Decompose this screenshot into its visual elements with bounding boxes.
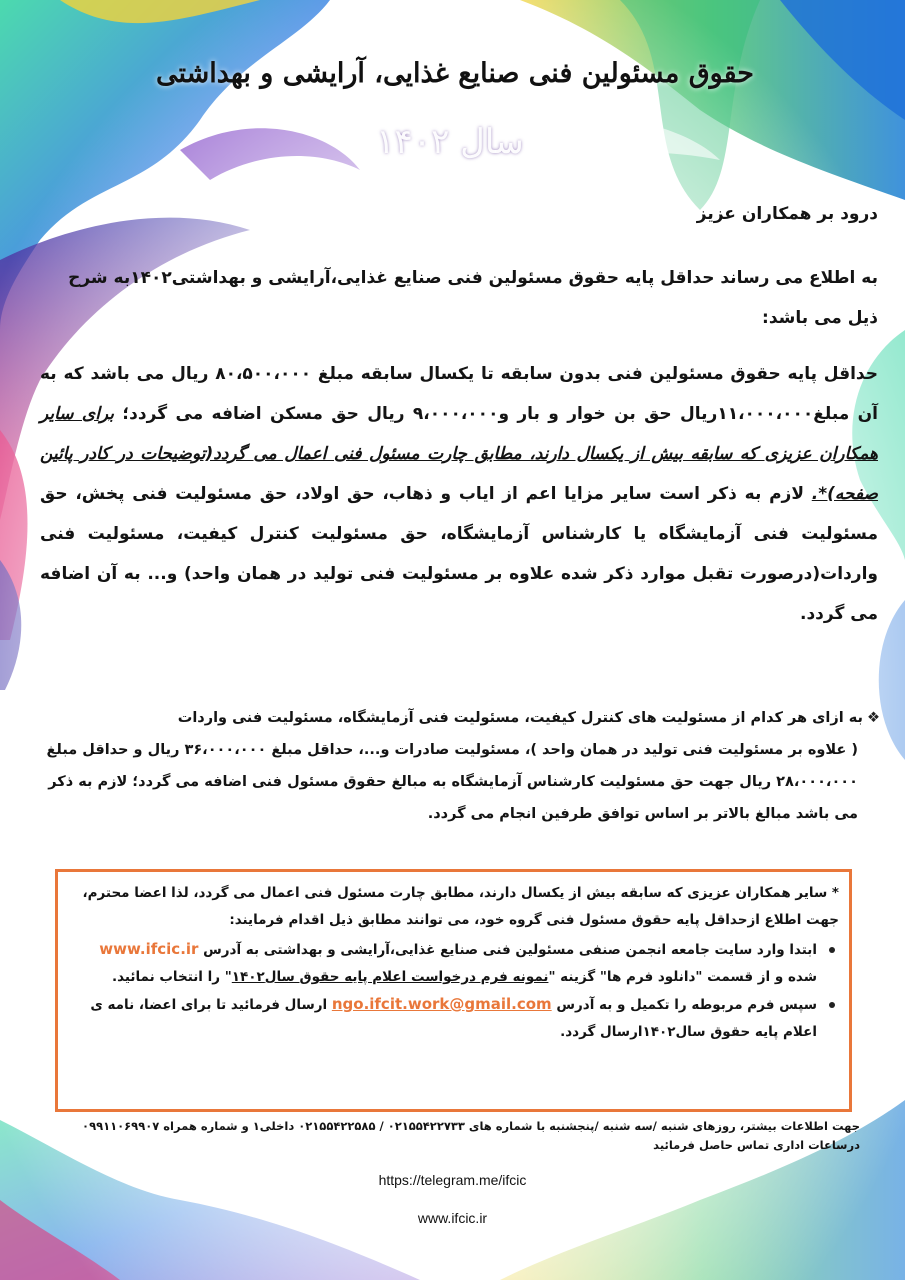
step1-text-b: شده و از قسمت "دانلود فرم ها" گزینه "	[548, 969, 817, 985]
year-label: سال ۱۴۰۲	[376, 122, 524, 162]
notice-intro: * سایر همکاران عزیزی که سابقه بیش از یکسال دارند، مطابق چارت مسئول فنی اعمال می گردد، لذا اعضا محترم، جهت اطلاع ازحداقل پایه حقوق مسئول فنی گروه خود، می توانند مطابق ذیل اقدام فرمایند:	[82, 885, 839, 928]
main-paragraph-emphasis: برای سایر همکاران عزیزی که سابقه بیش از یکسال دارند، مطابق چارت مسئول فنی اعمال می گردد(توضیحات در کادر پائین صفحه)*.	[40, 404, 878, 504]
notice-box	[55, 869, 852, 1112]
main-paragraph	[40, 354, 878, 634]
page-title: حقوق مسئولین فنی صنایع غذایی، آرایشی و بهداشتی	[156, 58, 754, 89]
email-link[interactable]: ngo.ifcit.work@gmail.com	[331, 995, 552, 1013]
bullet-rest: ( علاوه بر مسئولیت فنی تولید در همان واحد )، مسئولیت صادرات و...، حداقل مبلغ ۳۶،۰۰۰،۰۰۰ ریال و حداقل مبلغ ۲۸،۰۰۰،۰۰۰ ریال جهت حق مسئولیت کارشناس آزمایشگاه به مبالغ حقوق مسئول فنی اضافه می گردد؛ لازم به ذکر می باشد مبالغ بالاتر بر اساس توافق طرفین انجام می گردد.	[46, 742, 858, 822]
main-paragraph-part1: حداقل پایه حقوق مسئولین فنی بدون سابقه تا یکسال سابقه مبلغ ۸۰،۵۰۰،۰۰۰ ریال می باشد که به آن مبلغ۱۱،۰۰۰،۰۰۰ریال حق بن خوار و بار و۹،۰۰۰،۰۰۰ ریال حق مسکن اضافه می گردد؛	[40, 364, 878, 424]
bullet-line1: به ازای هر کدام از مسئولیت های کنترل کیفیت، مسئولیت فنی آزمایشگاه، مسئولیت فنی واردات	[177, 710, 863, 726]
main-paragraph-part2: لازم به ذکر است سایر مزایا اعم از ایاب و ذهاب، حق اولاد، حق مسئولیت فنی پخش، حق مسئولیت فنی آزمایشگاه یا کارشناس آزمایشگاه، حق مسئولیت کنترل کیفیت، مسئولیت فنی واردات(درصورت تقبل موارد ذکر شده علاوه بر مسئولیت فنی تولید در همان واحد) و... به آن اضافه می گردد.	[40, 484, 878, 624]
diamond-bullet-icon: ❖	[867, 710, 880, 726]
step1-text-a: ابتدا وارد سایت جامعه انجمن صنفی مسئولین فنی صنایع غذایی،آرایشی و بهداشتی به آدرس	[203, 942, 817, 958]
intro-paragraph: به اطلاع می رساند حداقل پایه حقوق مسئولین فنی صنایع غذایی،آرایشی و بهداشتی۱۴۰۲به شرح ذیل می باشد:	[68, 268, 878, 328]
step2-text-a: سپس فرم مربوطه را تکمیل و به آدرس	[551, 997, 817, 1013]
contact-info: جهت اطلاعات بیشتر، روزهای شنبه /سه شنبه /پنجشنبه با شماره های ۰۲۱۵۵۴۲۲۷۳۳ / ۰۲۱۵۵۴۲۲۵۸۵ داخلی۱ و شماره همراه ۰۹۹۱۱۰۶۹۹۰۷ درساعات اداری تماس حاصل فرمائید	[82, 1119, 860, 1152]
website-link[interactable]: www.ifcic.ir	[99, 940, 199, 958]
notice-step-1	[68, 936, 817, 991]
notice-steps-list	[68, 936, 839, 1046]
telegram-link[interactable]: https://telegram.me/ifcic	[378, 1172, 527, 1188]
notice-step-2	[68, 991, 817, 1046]
website-footer-link[interactable]: www.ifcic.ir	[417, 1210, 488, 1226]
greeting-text: درود بر همکاران عزیز	[696, 204, 878, 224]
step1-text-c: " را انتخاب نمائید.	[111, 969, 232, 985]
form-name-underlined: نمونه فرم درخواست اعلام پایه حقوق سال۱۴۰۲	[231, 969, 549, 985]
step2-text-b: ارسال فرمائید تا برای اعضا، نامه ی اعلام پایه حقوق سال۱۴۰۲ارسال گردد.	[90, 997, 817, 1040]
additional-responsibilities-bullet	[40, 702, 880, 830]
